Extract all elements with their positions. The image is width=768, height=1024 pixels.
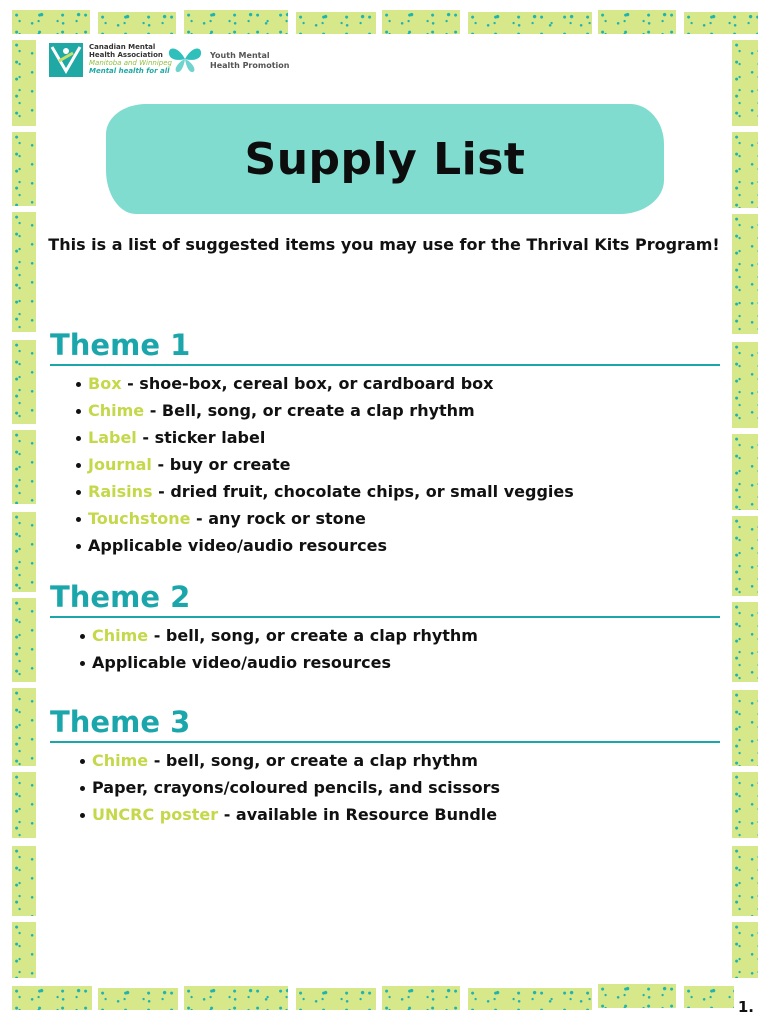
list-item <box>50 451 720 478</box>
theme-divider <box>50 364 720 366</box>
page-number: 1. <box>737 998 754 1016</box>
item-name: Raisins <box>88 482 153 501</box>
list-item <box>50 478 720 505</box>
item-description: Applicable video/audio resources <box>88 536 388 555</box>
butterfly-icon <box>166 44 204 78</box>
item-description: Applicable video/audio resources <box>92 653 392 672</box>
theme-heading: Theme 2 <box>50 580 191 614</box>
item-name: Box <box>88 374 122 393</box>
supply-list <box>50 747 720 828</box>
title-banner <box>106 104 664 214</box>
list-item <box>50 424 720 451</box>
cmha-logo-icon <box>49 43 83 77</box>
list-item <box>50 747 720 774</box>
list-item <box>50 801 720 828</box>
theme-heading: Theme 3 <box>50 705 191 739</box>
item-description: - buy or create <box>151 455 291 474</box>
item-name: Chime <box>88 401 145 420</box>
item-name: Label <box>88 428 137 447</box>
item-name: Chime <box>92 626 149 645</box>
page-title: Supply List <box>244 133 526 185</box>
theme-2-section <box>50 580 720 676</box>
item-description: - shoe-box, cereal box, or cardboard box <box>121 374 494 393</box>
cmha-name-line1: Canadian Mental <box>89 43 156 51</box>
item-name: Journal <box>88 455 152 474</box>
item-description: Paper, crayons/coloured pencils, and scissors <box>92 778 501 797</box>
item-description: - dried fruit, chocolate chips, or small veggies <box>152 482 574 501</box>
theme-3-section <box>50 705 720 828</box>
item-name: Chime <box>92 751 149 770</box>
theme-1-section <box>50 328 720 559</box>
item-description: - bell, song, or create a clap rhythm <box>148 751 478 770</box>
ymhp-logo <box>166 44 289 78</box>
supply-list <box>50 622 720 676</box>
theme-heading: Theme 1 <box>50 328 191 362</box>
list-item <box>50 397 720 424</box>
item-description: - any rock or stone <box>190 509 366 528</box>
item-description: - bell, song, or create a clap rhythm <box>148 626 478 645</box>
item-description: - Bell, song, or create a clap rhythm <box>144 401 475 420</box>
cmha-logo <box>49 43 172 77</box>
cmha-name-line2: Health Association <box>89 51 163 59</box>
intro-text: This is a list of suggested items you may use for the Thrival Kits Program! <box>48 235 720 254</box>
list-item <box>50 622 720 649</box>
list-item <box>50 532 720 559</box>
list-item <box>50 774 720 801</box>
theme-divider <box>50 616 720 618</box>
cmha-branch: Manitoba and Winnipeg <box>89 59 172 67</box>
ymhp-name-line2: Health Promotion <box>210 61 290 70</box>
list-item <box>50 370 720 397</box>
list-item <box>50 649 720 676</box>
cmha-tagline: Mental health for all <box>89 67 170 75</box>
theme-divider <box>50 741 720 743</box>
ymhp-name-line1: Youth Mental <box>210 51 270 60</box>
item-name: UNCRC poster <box>92 805 219 824</box>
supply-list <box>50 370 720 559</box>
list-item <box>50 505 720 532</box>
item-name: Touchstone <box>88 509 191 528</box>
item-description: - available in Resource Bundle <box>218 805 498 824</box>
item-description: - sticker label <box>136 428 266 447</box>
